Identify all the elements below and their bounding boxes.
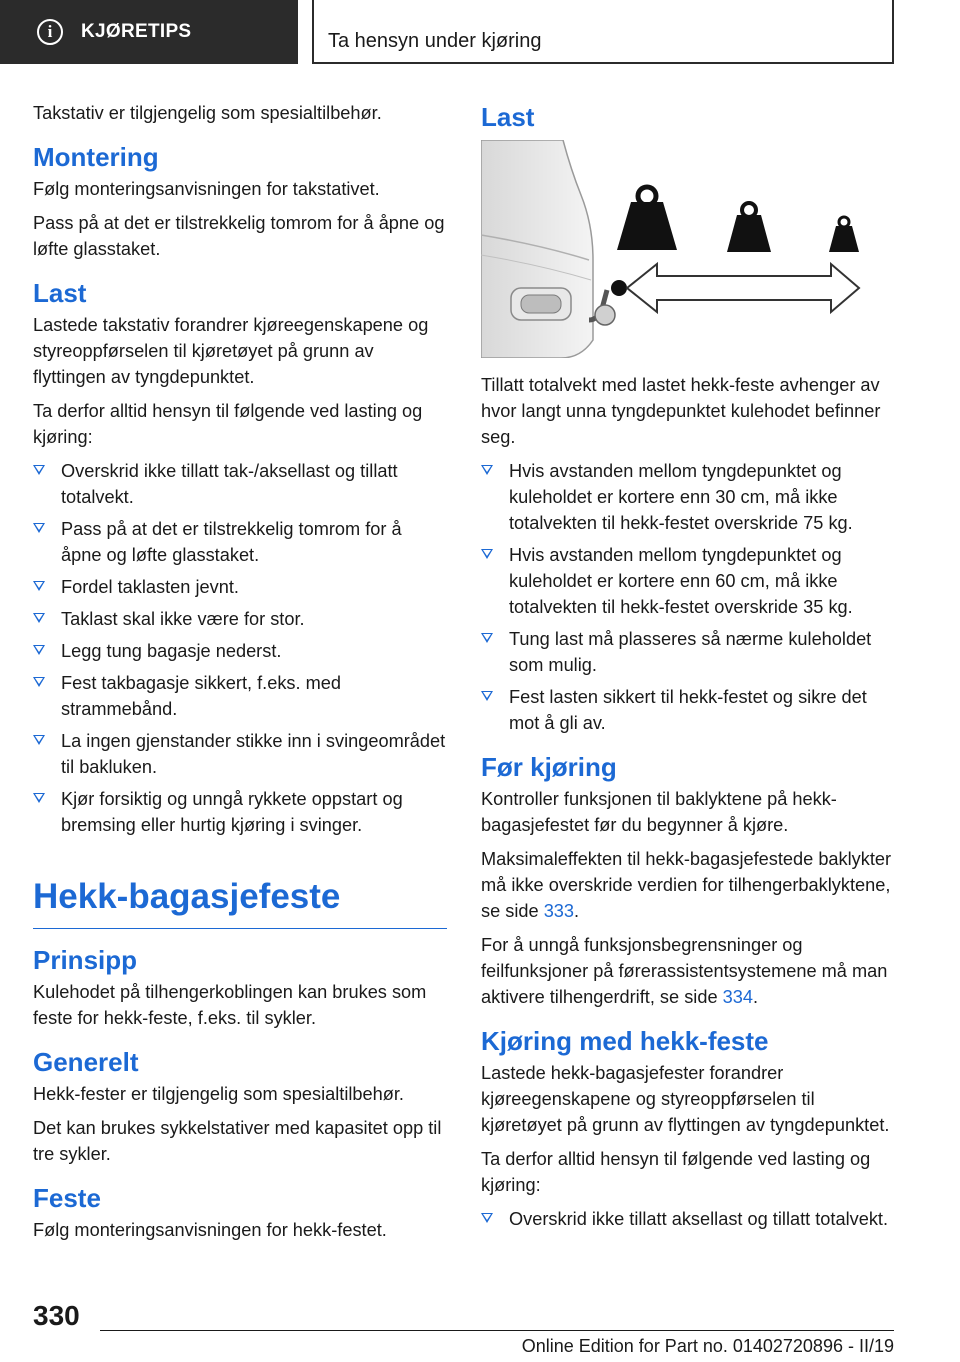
bullet-triangle-icon (33, 645, 45, 655)
list-item: Taklast skal ikke være for stor. (33, 606, 447, 632)
chapter-tab (0, 0, 298, 64)
for-kjoring-text-3: For å unngå funksjonsbegrensninger og feilfunksjoner på førerassistentsystemene må man aktivere tilhengerdrift, se side 334. (481, 935, 888, 1007)
illustration-caption: Tillatt totalvekt med lastet hekk-feste avhenger av hvor langt unna tyngdepunktet kulehodet befinner seg. (481, 375, 881, 447)
info-icon: i (37, 19, 63, 45)
list-item: Pass på at det er tilstrekkelig tomrom for å åpne og løfte glasstaket. (33, 516, 447, 568)
bullet-triangle-icon (33, 581, 45, 591)
list-item: Fest lasten sikkert til hekk-festet og sikre det mot å gli av. (481, 684, 895, 736)
bullet-triangle-icon (481, 549, 493, 559)
bullet-triangle-icon (33, 735, 45, 745)
last-text-1: Lastede takstativ forandrer kjøreegenskapene og styreoppførselen til kjøretøyet på grunn av flyttingen av tyngdepunktet. (33, 315, 429, 387)
generelt-text-1: Hekk-fester er tilgjengelig som spesialtilbehør. (33, 1084, 404, 1104)
kjoring-text-1: Lastede hekk-bagasjefester forandrer kjøreegenskapene og styreoppførselen til kjøretøyet på grunn av flyttingen av tyngdepunktet. (481, 1063, 890, 1135)
bullet-triangle-icon (481, 1213, 493, 1223)
heading-kjoring-med-hekk-feste: Kjøring med hekk-feste (481, 1026, 769, 1056)
footer-divider (100, 1330, 894, 1331)
roof-load-list (33, 458, 447, 838)
chapter-title: KJØRETIPS (81, 21, 192, 42)
left-column (33, 100, 447, 1251)
bullet-triangle-icon (33, 523, 45, 533)
page-link-333[interactable]: 333 (543, 901, 575, 921)
heading-for-kjoring: Før kjøring (481, 752, 617, 782)
load-distance-illustration (481, 140, 861, 358)
weight-medium-icon (727, 203, 771, 252)
list-item: Kjør forsiktig og unngå rykkete oppstart og bremsing eller hurtig kjøring i svinger. (33, 786, 447, 838)
weight-large-icon (617, 187, 677, 250)
edition-note: Online Edition for Part no. 01402720896 - II/19 (521, 1336, 894, 1356)
list-item: Hvis avstanden mellom tyngdepunktet og kuleholdet er kortere enn 60 cm, må ikke totalvekten til hekk-festet overskride 35 kg. (481, 542, 895, 620)
rear-load-list (481, 458, 895, 736)
list-item: Hvis avstanden mellom tyngdepunktet og kuleholdet er kortere enn 30 cm, må ikke totalvekten til hekk-festet overskride 75 kg. (481, 458, 895, 536)
heading-generelt: Generelt (33, 1047, 139, 1077)
for-kjoring-text-2: Maksimaleffekten til hekk-bagasjefestede baklykter må ikke overskride verdien for tilhengerbaklyktene, se side 333. (481, 849, 892, 921)
bullet-triangle-icon (481, 633, 493, 643)
bullet-triangle-icon (33, 793, 45, 803)
list-item: Fest takbagasje sikkert, f.eks. med strammebånd. (33, 670, 447, 722)
heading-hekk-bagasjefeste: Hekk-bagasjefeste (33, 872, 447, 929)
page-number: 330 (33, 1300, 80, 1331)
list-item: La ingen gjenstander stikke inn i svingeområdet til bakluken. (33, 728, 447, 780)
prinsipp-text: Kulehodet på tilhengerkoblingen kan brukes som feste for hekk-feste, f.eks. til sykler. (33, 982, 427, 1028)
feste-text: Følg monteringsanvisningen for hekk-festet. (33, 1220, 387, 1240)
heading-prinsipp: Prinsipp (33, 945, 138, 975)
generelt-text-2: Det kan brukes sykkelstativer med kapasitet opp til tre sykler. (33, 1118, 442, 1164)
list-item: Legg tung bagasje nederst. (33, 638, 447, 664)
heading-montering: Montering (33, 142, 159, 172)
last-text-2: Ta derfor alltid hensyn til følgende ved lasting og kjøring: (33, 401, 423, 447)
bullet-triangle-icon (33, 677, 45, 687)
montering-text-1: Følg monteringsanvisningen for takstativet. (33, 179, 380, 199)
list-item: Overskrid ikke tillatt tak-/aksellast og tillatt totalvekt. (33, 458, 447, 510)
right-column (481, 100, 895, 1240)
list-item: Overskrid ikke tillatt aksellast og tillatt totalvekt. (481, 1206, 895, 1232)
heading-last-rear: Last (481, 102, 535, 132)
list-item: Tung last må plasseres så nærme kuleholdet som mulig. (481, 626, 895, 678)
heading-feste: Feste (33, 1183, 101, 1213)
bullet-triangle-icon (481, 465, 493, 475)
bullet-triangle-icon (33, 465, 45, 475)
bullet-triangle-icon (33, 613, 45, 623)
heading-last-roof: Last (33, 278, 87, 308)
montering-text-2: Pass på at det er tilstrekkelig tomrom for å åpne og løfte glasstaket. (33, 213, 445, 259)
weight-small-icon (829, 217, 859, 252)
list-item: Fordel taklasten jevnt. (33, 574, 447, 600)
for-kjoring-text-1: Kontroller funksjonen til baklyktene på hekk-bagasjefestet før du begynner å kjøre. (481, 789, 837, 835)
kjoring-text-2: Ta derfor alltid hensyn til følgende ved lasting og kjøring: (481, 1149, 871, 1195)
page-link-334[interactable]: 334 (722, 987, 753, 1007)
section-title: Ta hensyn under kjøring (328, 30, 542, 52)
roof-rack-intro: Takstativ er tilgjengelig som spesialtilbehør. (33, 103, 382, 123)
bullet-triangle-icon (481, 691, 493, 701)
section-tab (312, 0, 894, 64)
driving-load-list (481, 1206, 895, 1232)
